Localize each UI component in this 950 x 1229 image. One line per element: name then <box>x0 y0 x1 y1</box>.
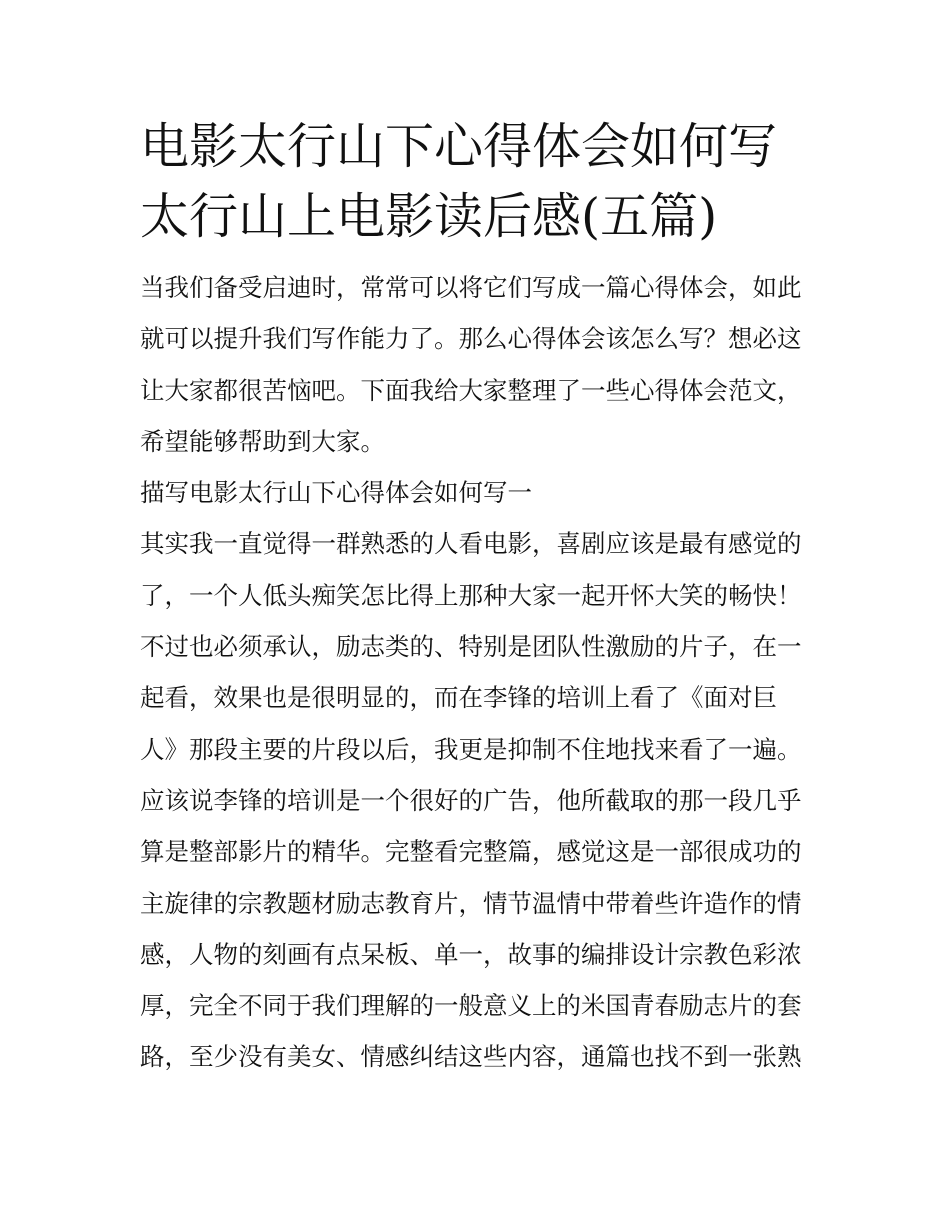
paragraph-line: 人》那段主要的片段以后，我更是抑制不住地找来看了一遍。 <box>140 734 802 764</box>
paragraph-line: 感，人物的刻画有点呆板、单一，故事的编排设计宗教色彩浓 <box>140 939 802 969</box>
title-line: 太行山上电影读后感(五篇) <box>140 188 718 245</box>
paragraph-line: 算是整部影片的精华。完整看完整篇，感觉这是一部很成功的 <box>140 837 802 867</box>
paragraph-line: 路，至少没有美女、情感纠结这些内容，通篇也找不到一张熟 <box>140 1042 802 1072</box>
document-content <box>140 112 815 1083</box>
paragraph-line: 就可以提升我们写作能力了。那么心得体会该怎么写？想必这 <box>140 324 802 354</box>
section-heading: 描写电影太行山下心得体会如何写一 <box>140 478 532 508</box>
paragraph-line: 希望能够帮助到大家。 <box>140 426 385 456</box>
body-paragraph <box>140 518 815 1082</box>
intro-paragraph <box>140 262 815 467</box>
paragraph-line: 让大家都很苦恼吧。下面我给大家整理了一些心得体会范文， <box>140 375 802 405</box>
paragraph-line: 不过也必须承认，励志类的、特别是团队性激励的片子，在一 <box>140 632 802 662</box>
document-title <box>140 112 815 252</box>
paragraph-line: 当我们备受启迪时，常常可以将它们写成一篇心得体会，如此 <box>140 273 802 302</box>
paragraph-line: 了，一个人低头痴笑怎比得上那种大家一起开怀大笑的畅快！ <box>140 580 802 610</box>
paragraph-line: 主旋律的宗教题材励志教育片，情节温情中带着些许造作的情 <box>140 888 802 918</box>
title-line: 电影太行山下心得体会如何写 <box>140 118 778 175</box>
paragraph-line: 起看，效果也是很明显的，而在李锋的培训上看了《面对巨 <box>140 683 777 713</box>
paragraph-line: 厚，完全不同于我们理解的一般意义上的米国青春励志片的套 <box>140 991 802 1021</box>
paragraph-line: 应该说李锋的培训是一个很好的广告，他所截取的那一段几乎 <box>140 785 802 815</box>
paragraph-line: 其实我一直觉得一群熟悉的人看电影，喜剧应该是最有感觉的 <box>140 529 802 559</box>
